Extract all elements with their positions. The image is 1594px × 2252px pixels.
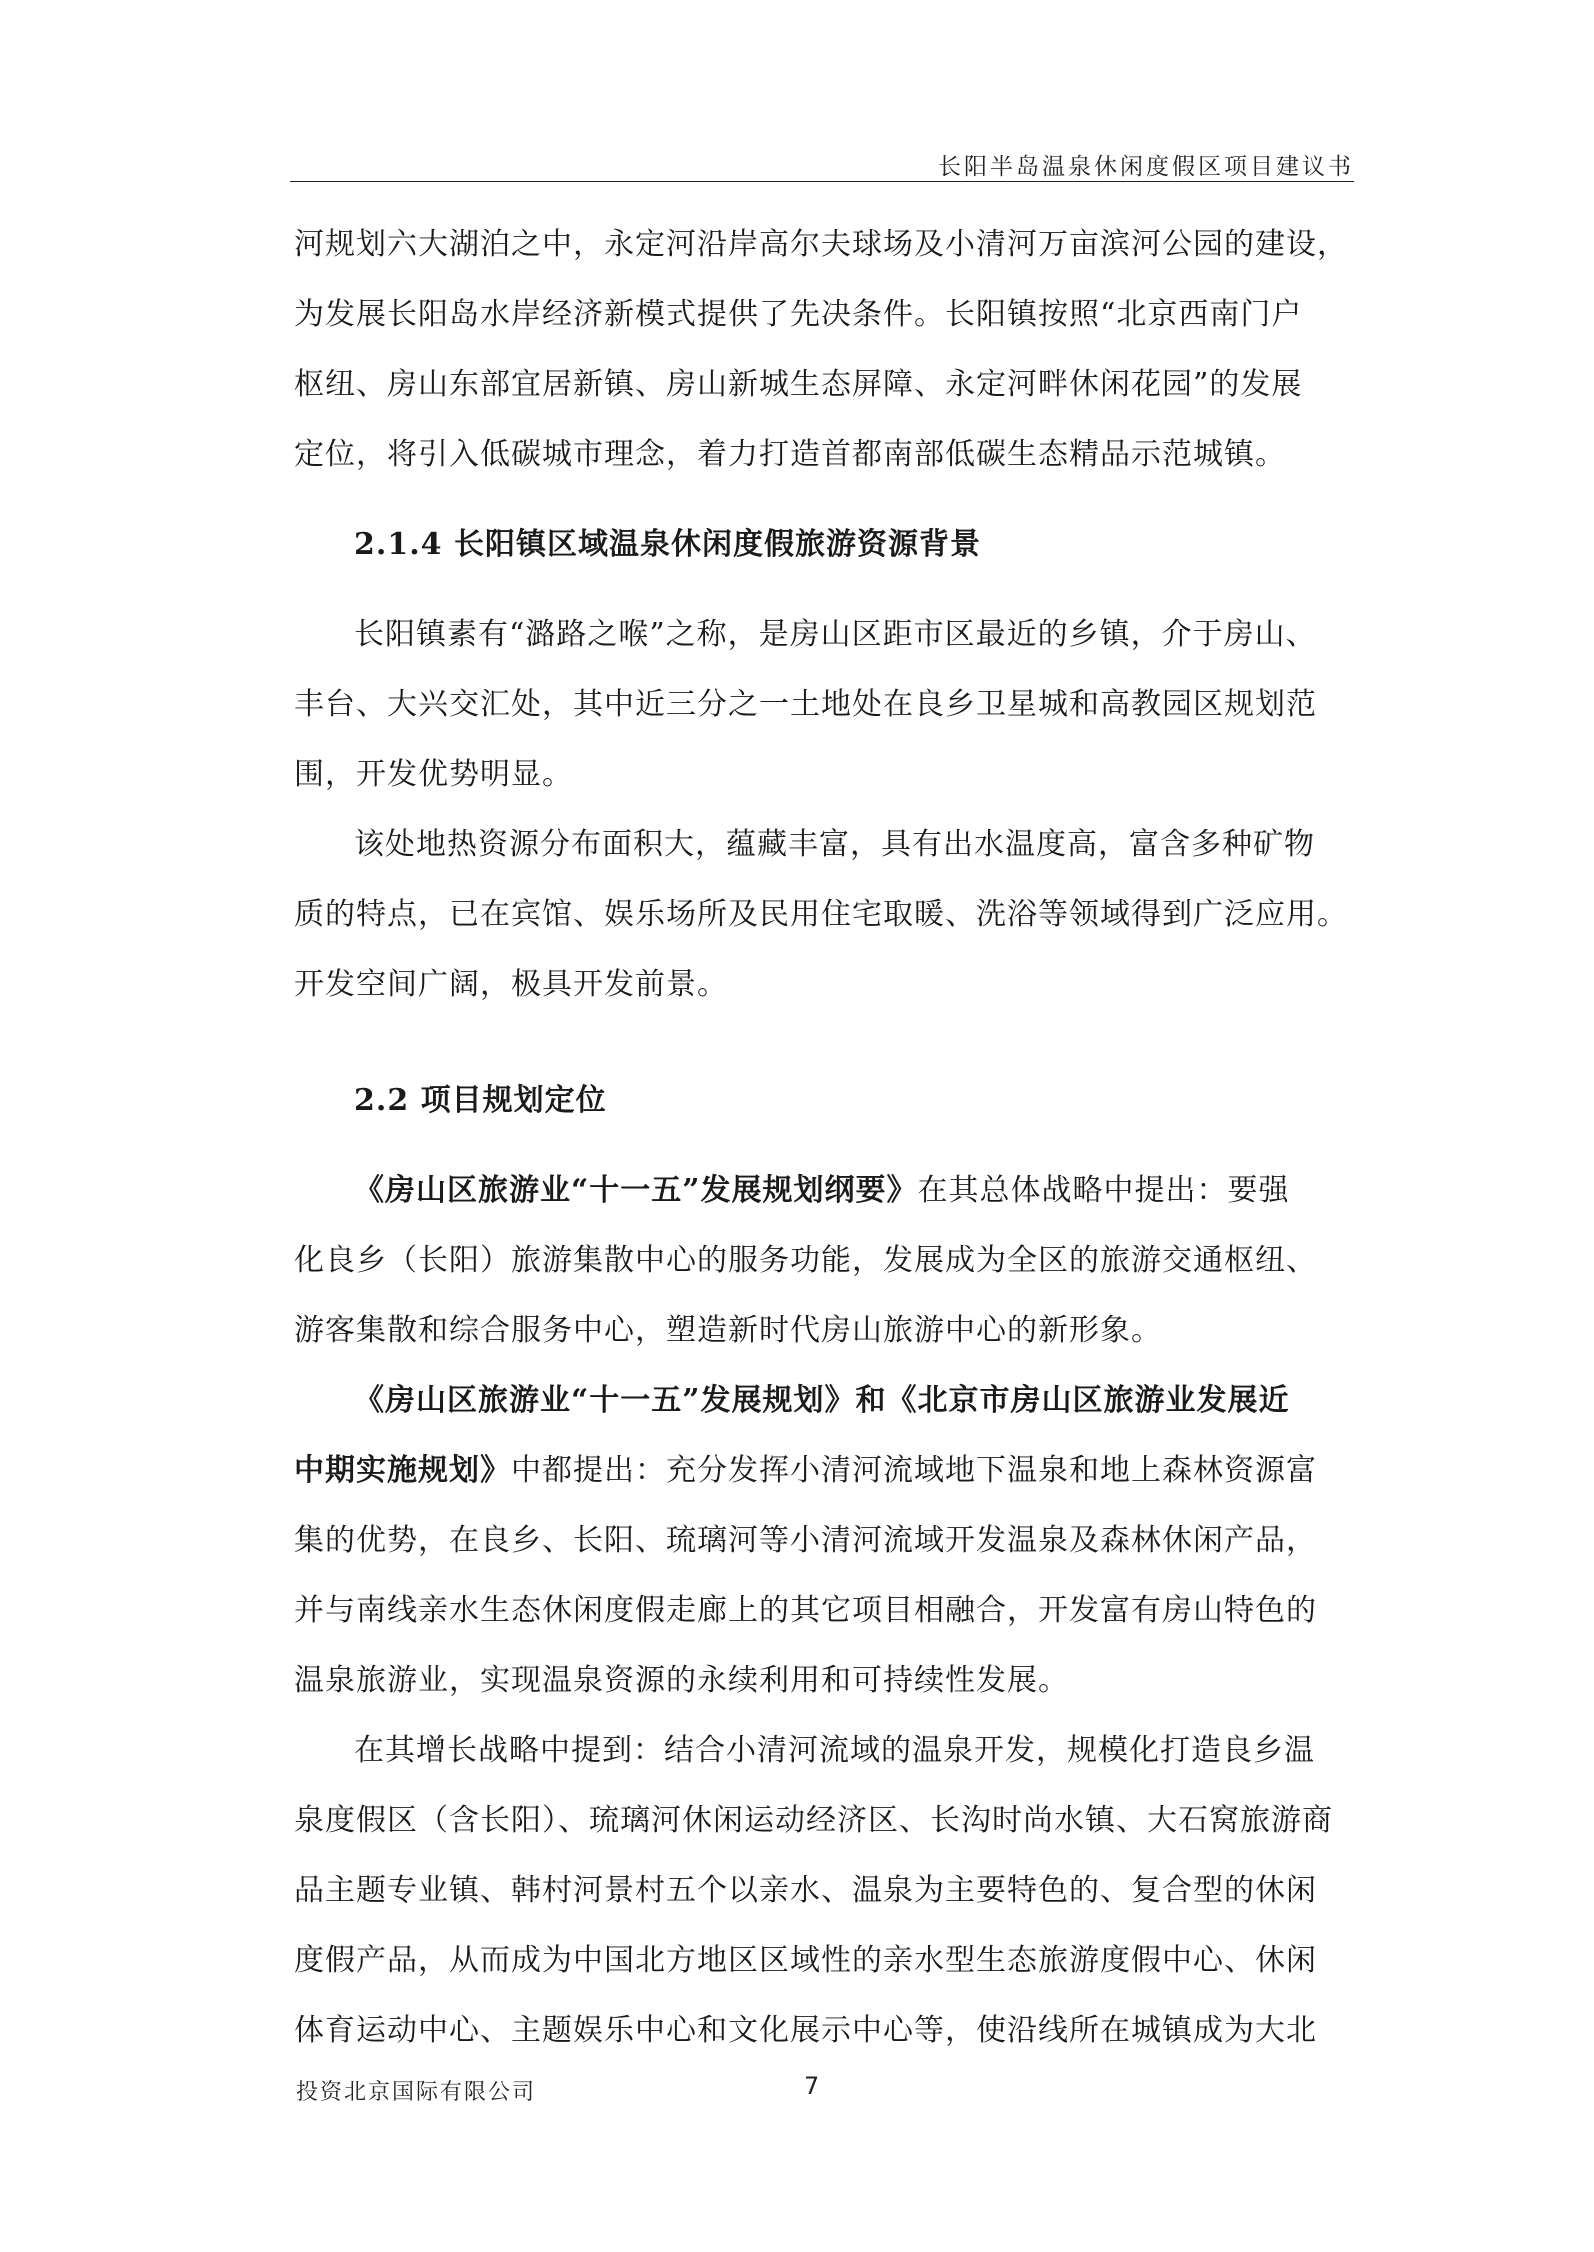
text-line: 温泉旅游业，实现温泉资源的永续利用和可持续性发展。	[294, 1663, 1069, 1698]
text-line: 定位，将引入低碳城市理念，着力打造首都南部低碳生态精品示范城镇。	[294, 437, 1286, 472]
text-line: 在其增长战略中提到：结合小清河流域的温泉开发，规模化打造良乡温	[354, 1733, 1315, 1768]
section-heading-2-2: 2.2 项目规划定位	[354, 1083, 607, 1118]
text-line: 长阳镇素有“潞路之喉”之称，是房山区距市区最近的乡镇，介于房山、	[354, 617, 1317, 652]
text-line: 开发空间广阔，极具开发前景。	[294, 967, 728, 1002]
text-line: 品主题专业镇、韩村河景村五个以亲水、温泉为主要特色的、复合型的休闲	[294, 1873, 1317, 1908]
document-title-bold: 中期实施规划》	[294, 1453, 511, 1488]
text-line: 集的优势，在良乡、长阳、琉璃河等小清河流域开发温泉及森林休闲产品，	[294, 1523, 1317, 1558]
text-line: 游客集散和综合服务中心，塑造新时代房山旅游中心的新形象。	[294, 1313, 1162, 1348]
text-line: 围，开发优势明显。	[294, 757, 573, 792]
paragraph-plan-implementation	[294, 1366, 1352, 1716]
paragraph-plan-outline	[294, 1156, 1352, 1366]
document-title-bold: 《房山区旅游业“十一五”发展规划》和《北京市房山区旅游业发展近	[354, 1383, 1290, 1418]
text-line: 泉度假区（含长阳）、琉璃河休闲运动经济区、长沟时尚水镇、大石窝旅游商	[294, 1803, 1333, 1838]
text-line: 枢纽、房山东部宜居新镇、房山新城生态屏障、永定河畔休闲花园”的发展	[294, 367, 1303, 402]
paragraph-changyang-location	[294, 600, 1352, 810]
text-line: 丰台、大兴交汇处，其中近三分之一土地处在良乡卫星城和高教园区规划范	[294, 687, 1317, 722]
text-line: 为发展长阳岛水岸经济新模式提供了先决条件。长阳镇按照“北京西南门户	[294, 297, 1303, 332]
section-heading-2-1-4: 2.1.4 长阳镇区域温泉休闲度假旅游资源背景	[354, 527, 981, 562]
text-line: 度假产品，从而成为中国北方地区区域性的亲水型生态旅游度假中心、休闲	[294, 1943, 1317, 1978]
text-line	[294, 1436, 1352, 1506]
paragraph-continuation	[294, 210, 1352, 490]
text-run: 在其总体战略中提出：要强	[917, 1173, 1290, 1208]
text-line: 并与南线亲水生态休闲度假走廊上的其它项目相融合，开发富有房山特色的	[294, 1593, 1317, 1628]
text-line	[294, 1156, 1352, 1226]
text-line: 体育运动中心、主题娱乐中心和文化展示中心等，使沿线所在城镇成为大北	[294, 2013, 1317, 2048]
text-line: 河规划六大湖泊之中，永定河沿岸高尔夫球场及小清河万亩滨河公园的建设，	[294, 227, 1348, 262]
header-title: 长阳半岛温泉休闲度假区项目建议书	[938, 154, 1354, 180]
paragraph-geothermal	[294, 810, 1352, 1020]
document-title-bold: 《房山区旅游业“十一五”发展规划纲要》	[354, 1173, 918, 1208]
text-line: 质的特点，已在宾馆、娱乐场所及民用住宅取暖、洗浴等领域得到广泛应用。	[294, 897, 1348, 932]
header-rule	[290, 181, 1354, 182]
text-line: 化良乡（长阳）旅游集散中心的服务功能，发展成为全区的旅游交通枢纽、	[294, 1243, 1317, 1278]
text-line: 该处地热资源分布面积大，蕴藏丰富，具有出水温度高，富含多种矿物	[354, 827, 1315, 862]
footer-company: 投资北京国际有限公司	[296, 2080, 537, 2105]
text-run: 中都提出：充分发挥小清河流域地下温泉和地上森林资源富	[511, 1453, 1317, 1488]
page-number: 7	[804, 2072, 820, 2100]
page-body	[294, 210, 1352, 2066]
paragraph-growth-strategy	[294, 1716, 1352, 2066]
